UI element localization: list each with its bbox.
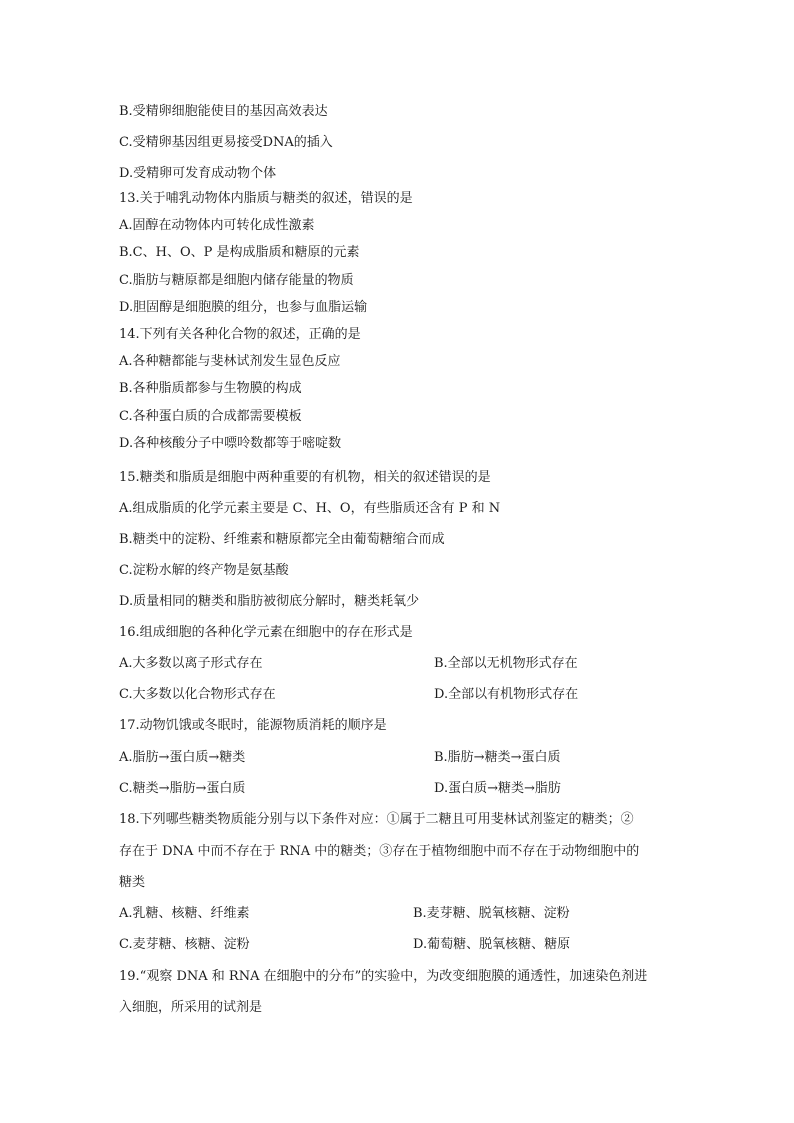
q18-stem-line-1: 18.下列哪些糖类物质能分别与以下条件对应：①属于二糖且可用斐林试剂鉴定的糖类；②: [119, 812, 634, 827]
q16-option-c: C.大多数以化合物形式存在: [119, 687, 276, 702]
q13-option-b: B.C、H、O、P 是构成脂质和糖原的元素: [119, 245, 360, 260]
q18-stem-line-2: 存在于 DNA 中而不存在于 RNA 中的糖类；③存在于植物细胞中而不存在于动物细胞中的: [119, 844, 640, 859]
q15-option-d: D.质量相同的糖类和脂肪被彻底分解时，糖类耗氧少: [119, 594, 420, 609]
q17-option-d: D.蛋白质→糖类→脂肪: [434, 781, 561, 796]
q12-option-c: C.受精卵基因组更易接受DNA的插入: [119, 135, 333, 150]
q16-option-a: A.大多数以离子形式存在: [119, 656, 263, 671]
q14-option-a: A.各种糖都能与斐林试剂发生显色反应: [119, 354, 341, 369]
q13-stem: 13.关于哺乳动物体内脂质与糖类的叙述，错误的是: [119, 191, 413, 206]
q15-option-a: A.组成脂质的化学元素主要是 C、H、O，有些脂质还含有 P 和 N: [119, 501, 501, 516]
q17-option-c: C.糖类→脂肪→蛋白质: [119, 781, 246, 796]
q12-option-b: B.受精卵细胞能使目的基因高效表达: [119, 104, 328, 119]
q17-stem: 17.动物饥饿或冬眠时，能源物质消耗的顺序是: [119, 718, 387, 733]
q15-stem: 15.糖类和脂质是细胞中两种重要的有机物，相关的叙述错误的是: [119, 470, 491, 485]
q17-option-a: A.脂肪→蛋白质→糖类: [119, 750, 246, 765]
q16-option-b: B.全部以无机物形式存在: [434, 656, 578, 671]
q15-option-b: B.糖类中的淀粉、纤维素和糖原都完全由葡萄糖缩合而成: [119, 532, 445, 547]
q12-option-d: D.受精卵可发育成动物个体: [119, 166, 277, 181]
q18-option-a: A.乳糖、核糖、纤维素: [119, 906, 250, 921]
q14-option-d: D.各种核酸分子中嘌呤数都等于嘧啶数: [119, 436, 342, 451]
q14-option-c: C.各种蛋白质的合成都需要模板: [119, 409, 302, 424]
q18-option-d: D.葡萄糖、脱氧核糖、糖原: [413, 937, 571, 952]
q16-stem: 16.组成细胞的各种化学元素在细胞中的存在形式是: [119, 625, 413, 640]
q13-option-c: C.脂肪与糖原都是细胞内储存能量的物质: [119, 273, 354, 288]
q18-option-c: C.麦芽糖、核糖、淀粉: [119, 937, 250, 952]
q18-stem-line-3: 糖类: [119, 875, 146, 890]
q15-option-c: C.淀粉水解的终产物是氨基酸: [119, 563, 289, 578]
q13-option-a: A.固醇在动物体内可转化成性激素: [119, 218, 315, 233]
q18-option-b: B.麦芽糖、脱氧核糖、淀粉: [413, 906, 570, 921]
q19-stem-line-2: 入细胞，所采用的试剂是: [119, 1000, 263, 1015]
q17-option-b: B.脂肪→糖类→蛋白质: [434, 750, 561, 765]
q14-stem: 14.下列有关各种化合物的叙述，正确的是: [119, 327, 361, 342]
q16-option-d: D.全部以有机物形式存在: [434, 687, 579, 702]
q19-stem-line-1: 19.“观察 DNA 和 RNA 在细胞中的分布”的实验中，为改变细胞膜的通透性，加速染色剂进: [119, 969, 648, 984]
q13-option-d: D.胆固醇是细胞膜的组分，也参与血脂运输: [119, 300, 368, 315]
q14-option-b: B.各种脂质都参与生物膜的构成: [119, 381, 302, 396]
